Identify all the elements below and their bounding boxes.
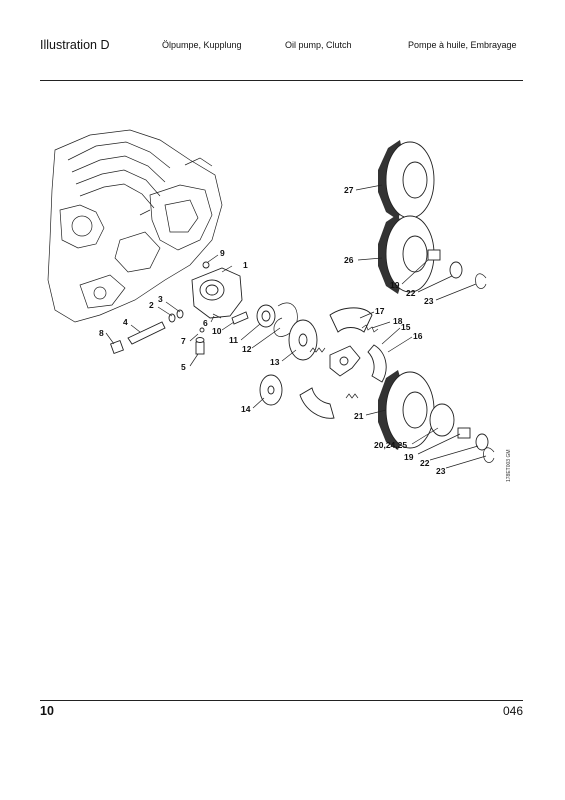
callout-22-lower: 22 bbox=[420, 458, 430, 468]
callout-3: 3 bbox=[158, 294, 163, 304]
callout-27: 27 bbox=[344, 185, 354, 195]
callout-6: 6 bbox=[203, 318, 208, 328]
callout-17: 17 bbox=[375, 306, 385, 316]
callout-22-upper: 22 bbox=[406, 288, 416, 298]
footer-rule bbox=[40, 700, 523, 701]
worm-shaft-assembly bbox=[111, 310, 183, 353]
part-9-seal bbox=[203, 262, 209, 268]
callout-15: 15 bbox=[401, 322, 411, 332]
callout-16: 16 bbox=[413, 331, 423, 341]
clutch-assembly bbox=[300, 308, 386, 418]
oil-pump-housing bbox=[192, 268, 242, 318]
callout-21: 21 bbox=[354, 411, 364, 421]
clutch-drum-27 bbox=[378, 140, 434, 220]
callout-9: 9 bbox=[220, 248, 225, 258]
callout-26: 26 bbox=[344, 255, 354, 265]
callout-14: 14 bbox=[241, 404, 251, 414]
callout-12: 12 bbox=[242, 344, 252, 354]
callout-8: 8 bbox=[99, 328, 104, 338]
title-french: Pompe à huile, Embrayage bbox=[408, 40, 517, 50]
page-number: 10 bbox=[40, 704, 54, 718]
illustration-title: Illustration D bbox=[40, 38, 110, 52]
title-english: Oil pump, Clutch bbox=[285, 40, 352, 50]
model-number: 046 bbox=[502, 704, 523, 718]
callout-1: 1 bbox=[243, 260, 248, 270]
callout-2: 2 bbox=[149, 300, 154, 310]
title-german: Ölpumpe, Kupplung bbox=[162, 40, 242, 50]
drawing-reference: 178ET003 GM bbox=[506, 449, 512, 482]
callout-23-upper: 23 bbox=[424, 296, 434, 306]
callout-13: 13 bbox=[270, 357, 280, 367]
washer-14-hole bbox=[268, 386, 274, 394]
callout-11: 11 bbox=[229, 335, 238, 345]
callout-7: 7 bbox=[181, 336, 186, 346]
callout-5: 5 bbox=[181, 362, 186, 372]
callout-19-upper: 19 bbox=[390, 280, 400, 290]
callout-19-lower: 19 bbox=[404, 452, 414, 462]
callout-4: 4 bbox=[123, 317, 128, 327]
callout-20-24-25: 20,24,25 bbox=[374, 440, 408, 450]
callout-10: 10 bbox=[212, 326, 222, 336]
callout-18: 18 bbox=[393, 316, 403, 326]
washer-13-hole bbox=[299, 334, 307, 346]
callout-23-lower: 23 bbox=[436, 466, 446, 476]
